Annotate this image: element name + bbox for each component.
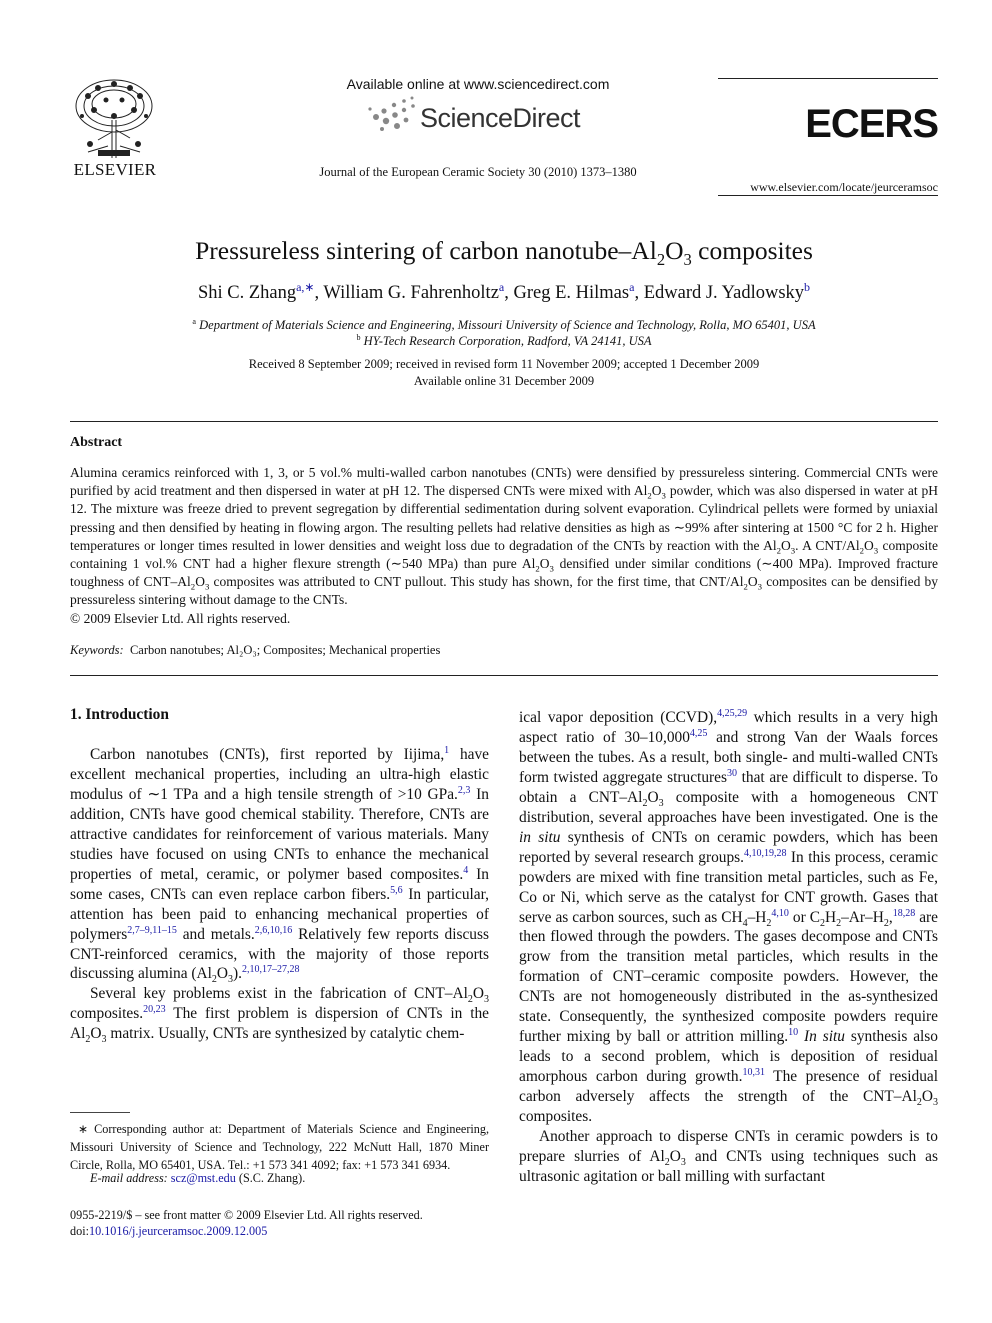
footnote-rule (70, 1112, 130, 1113)
affiliation-text: HY-Tech Research Corporation, Radford, VA 24141, USA (363, 334, 652, 348)
sciencedirect-logo[interactable] (362, 95, 602, 139)
affiliation-b (70, 334, 938, 349)
title-sub-2: 2 (656, 250, 666, 270)
email-suffix: (S.C. Zhang). (235, 1171, 306, 1185)
author-list (70, 279, 938, 304)
abstract-copyright: © 2009 Elsevier Ltd. All rights reserved. (70, 610, 291, 626)
front-matter: 0955-2219/$ – see front matter © 2009 Elsevier Ltd. All rights reserved. (70, 1208, 423, 1222)
journal-citation: Journal of the European Ceramic Society 30 (2010) 1373–1380 (319, 165, 637, 179)
author-aff-mark[interactable]: a (498, 279, 505, 294)
footnote-text: Corresponding author at: Department of Materials Science and Engineering, Missouri University of Science and Technology, 222 McNutt Hall, 1870 Miner Circle, Rolla, MO 65401, USA. Tel.: +1 573 341 4092; fax: +1 573 341 6934. (70, 1122, 489, 1172)
affiliation-mark: a (192, 316, 197, 326)
affiliation-a (70, 318, 938, 333)
email-link[interactable]: scz@mst.edu (170, 1171, 236, 1185)
abstract-bottom-rule (70, 675, 938, 676)
keywords-label: Keywords: (70, 643, 124, 657)
doi-label: doi: (70, 1224, 89, 1238)
intro-left-column: Carbon nanotubes (CNTs), first reported by Iijima,$^1$ have excellent mechanical properties, including an ultra-high elastic modulus of ∼1 TPa and a high tensile strength of >10 GPa.$^{2,3}$ In addition, CNTs have good chemical stability. Therefore, CNTs are attractive candidates for reinforcement of various materials. Many studies have focused on using CNTs to enhance the mechanical properties of metal, ceramic, or polymer based composites.$^4$ In some cases, CNTs can even replace carbon fibers.$^{5,6}$ In particular, attention has been paid to enhancing mechanical properties of polymers$^{2,7-9,11-15}$ and metals.$^{2,6,10,16}$ Relatively few reports discuss CNT-reinforced ceramics, with the majority of those reports discussing alumina $(Al_2O_3).^{2,10,17-27,28}$ Several key problems exist in the fabrication of CNT–$Al_2O_3$ composites.$^{20,23}$ The first problem is dispersion of CNTs in the $Al_2O_3$ matrix. Usually, CNTs are synthesized by catalytic chem- (70, 744, 490, 1046)
author-separator: , (634, 283, 644, 303)
header-url-rule (718, 195, 938, 196)
author-aff-mark[interactable]: a (629, 279, 635, 294)
available-online-date: Available online 31 December 2009 (413, 374, 595, 388)
keywords (70, 643, 938, 658)
author-aff-mark[interactable]: a,∗ (296, 279, 315, 294)
footnote-mark: ∗ (78, 1122, 89, 1136)
keywords-list: Carbon nanotubes; Al₂O₃; Composites; Mechanical properties (129, 643, 441, 657)
elsevier-logo[interactable] (66, 76, 164, 180)
author-separator: , (504, 283, 514, 303)
email-label: E-mail address: (90, 1171, 168, 1185)
author-aff-mark[interactable]: b (804, 279, 811, 294)
email-footnote (90, 1171, 490, 1186)
affiliation-mark: b (356, 332, 361, 342)
sciencedirect-wordmark: ScienceDirect (420, 103, 581, 133)
title-oxygen: O (665, 236, 684, 265)
available-online: Available online at www.sciencedirect.com (346, 76, 610, 92)
author-separator: , (314, 283, 324, 303)
doi-line (70, 1224, 267, 1239)
affiliation-text: Department of Materials Science and Engineering, Missouri University of Science and Technology, Rolla, MO 65401, USA (199, 318, 816, 332)
author-name[interactable]: Edward J. Yadlowsky (643, 283, 805, 303)
author-name[interactable]: William G. Fahrenholtz (323, 283, 499, 303)
corresponding-author-footnote (70, 1120, 489, 1174)
elsevier-tree-icon (68, 76, 160, 158)
title-suffix: composites (691, 236, 813, 265)
article-title (70, 236, 938, 270)
elsevier-wordmark: ELSEVIER (73, 160, 157, 179)
abstract-body: Alumina ceramics reinforced with 1, 3, or 5 vol.% multi-walled carbon nanotubes (CNTs) were densified by pressureless sintering. Commercial CNTs were purified by acid treatment and then dispersed in water at pH 12. The dispersed CNTs were mixed with $Al_2O_3$ powder, which was also dispersed in water at pH 12. The mixture was freeze dried to prevent segregation by differential sedimentation during solvent evaporation. Cylindrical pellets were formed by uniaxial pressing and then densified by heating in flowing argon. The resulting pellets had relative densities as high as ∼99% after sintering at 1500 °C for 2 h. Higher temperatures or longer times resulted in lower densities and weight loss due to degradation of the CNTs by reaction with the $Al_2O_3$. A CNT/$Al_2O_3$ composite containing 1 vol.% CNT had a higher flexure strength (∼540 MPa) than pure $Al_2O_3$ densified under similar conditions (∼400 MPa). Improved fracture toughness of CNT–$Al_2O_3$ composites was attributed to CNT pullout. This study has shown, for the first time, that CNT/$Al_2O_3$ composites can be densified by pressureless sintering without damage to the CNTs. © 2009 Elsevier Ltd. All rights reserved. (70, 465, 938, 626)
section-heading-introduction: 1. Introduction (70, 706, 169, 723)
abstract-top-rule (70, 421, 938, 422)
title-sub-3: 3 (683, 250, 692, 270)
journal-url[interactable]: www.elsevier.com/locate/jeurceramsoc (750, 180, 938, 194)
sciencedirect-dots-icon (362, 95, 422, 139)
author-name[interactable]: Shi C. Zhang (197, 283, 297, 303)
header-right-rule (718, 78, 938, 79)
doi-link[interactable]: 10.1016/j.jeurceramsoc.2009.12.005 (88, 1224, 268, 1238)
abstract-heading: Abstract (70, 435, 123, 450)
ecers-logo[interactable]: ECERS (805, 102, 938, 146)
received-dates: Received 8 September 2009; received in revised form 11 November 2009; accepted 1 December 2009 (248, 357, 760, 371)
intro-right-column: ical vapor deposition (CCVD),$^{4,25,29}$ which results in a very high aspect ratio of 30–10,000$^{4,25}$ and strong Van der Waals forces between the tubes. As a result, both single- and multi-walled CNTs form twisted aggregate structures$^{30}$ that are difficult to disperse. To obtain a CNT–$Al_2O_3$ composite with a homogeneous CNT distribution, several approaches have been investigated. One is the in situ synthesis of CNTs on ceramic powders, which has been reported by several research groups.$^{4,10,19,28}$ In this process, ceramic powders are mixed with fine transition metal particles, such as Fe, Co or Ni, which serve as the catalyst for CNT growth. Gases that serve as carbon sources, such as $CH_4-H_2^{4,10}$ or $C_2H_2-Ar-H_2,^{18,28}$ are then flowed through the powders. The gases decompose and CNTs grow from the transition metal particles, which results in the formation of CNT–ceramic composite powders. However, the CNTs are not homogeneously distributed in the as-synthesized state. Consequently, the synthesized composite powders require further mixing by ball or attrition milling.$^{10}$ In situ synthesis also leads to a second problem, which is deposition of residual amorphous carbon during growth.$^{10,31}$ The presence of residual carbon adversely affects the strength of the CNT–$Al_2O_3$ composites. Another approach to disperse CNTs in ceramic powders is to prepare slurries of $Al_2O_3$ and CNTs using techniques such as ultrasonic agitation or ball milling with surfactant (519, 707, 939, 1185)
title-prefix: Pressureless sintering of carbon nanotube–Al (195, 236, 657, 265)
author-name[interactable]: Greg E. Hilmas (513, 283, 630, 303)
